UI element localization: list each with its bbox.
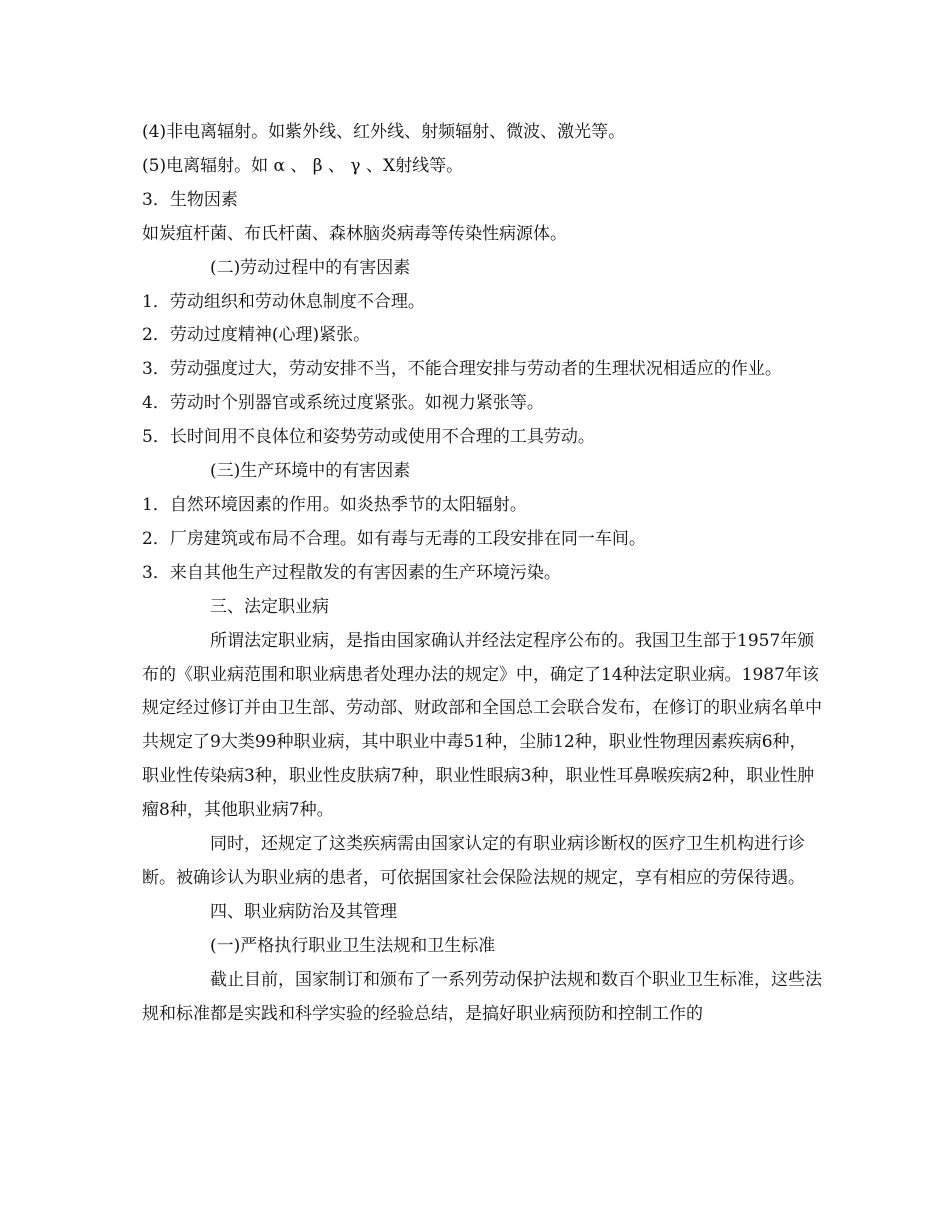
paragraph: 截止目前，国家制订和颁布了一系列劳动保护法规和数百个职业卫生标准，这些法规和标准都是实践和科学实验的经验总结，是搞好职业病预防和控制工作的 <box>142 969 822 1024</box>
paragraph: 同时，还规定了这类疾病需由国家认定的有职业病诊断权的医疗卫生机构进行诊断。被确诊认为职业病的患者，可依据国家社会保险法规的规定，享有相应的劳保待遇。 <box>142 834 805 888</box>
subsection-heading: (三)生产环境中的有害因素 <box>210 461 411 482</box>
section-heading: 3．生物因素 <box>142 189 238 210</box>
paragraph: (4)非电离辐射。如紫外线、红外线、射频辐射、微波、激光等。 <box>142 122 626 142</box>
paragraph: (5)电离辐射。如 α 、 β 、 γ 、X射线等。 <box>142 155 464 176</box>
document-body <box>142 116 822 1031</box>
subsection-heading: (二)劳动过程中的有害因素 <box>210 257 411 278</box>
paragraph: 如炭疽杆菌、布氏杆菌、森林脑炎病毒等传染性病源体。 <box>142 223 567 244</box>
list-item: 1．自然环境因素的作用。如炎热季节的太阳辐射。 <box>142 494 527 515</box>
list-item: 1．劳动组织和劳动休息制度不合理。 <box>142 291 425 312</box>
list-item: 4．劳动时个别器官或系统过度紧张。如视力紧张等。 <box>142 393 544 414</box>
list-item: 2．厂房建筑或布局不合理。如有毒与无毒的工段安排在同一车间。 <box>142 528 646 549</box>
section-heading: 三、法定职业病 <box>210 596 329 617</box>
paragraph: 所谓法定职业病，是指由国家确认并经法定程序公布的。我国卫生部于1957年颁布的《职业病范围和职业病患者处理办法的规定》中，确定了14种法定职业病。1987年该规定经过修订并由卫生部、劳动部、财政部和全国总工会联合发布，在修订的职业病名单中共规定了9大类99种职业病，其中职业中毒51种，尘肺12种，职业性物理因素疾病6种，职业性传染病3种，职业性皮肤病7种，职业性眼病3种，职业性耳鼻喉疾病2种，职业性肿瘤8种，其他职业病7种。 <box>142 630 822 821</box>
list-item: 3．来自其他生产过程散发的有害因素的生产环境污染。 <box>142 562 561 583</box>
list-item: 2．劳动过度精神(心理)紧张。 <box>142 325 371 346</box>
list-item: 5．长时间用不良体位和姿势劳动或使用不合理的工具劳动。 <box>142 427 595 448</box>
list-item: 3．劳动强度过大，劳动安排不当，不能合理安排与劳动者的生理状况相适应的作业。 <box>142 359 782 380</box>
subsection-heading: (一)严格执行职业卫生法规和卫生标准 <box>210 935 496 956</box>
section-heading: 四、职业病防治及其管理 <box>210 901 397 922</box>
